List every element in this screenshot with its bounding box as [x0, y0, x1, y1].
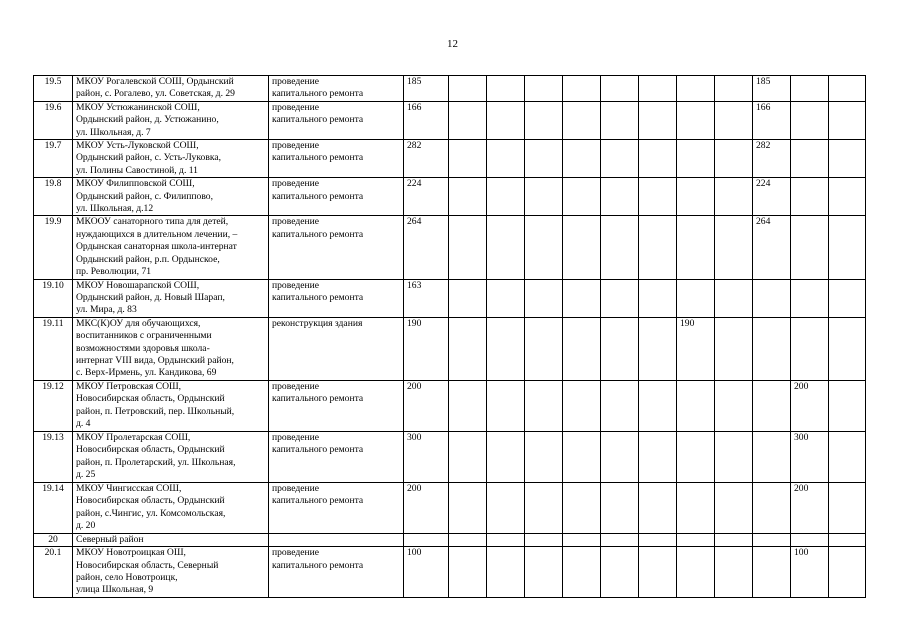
institution-line: район, село Новотроицк, [76, 571, 178, 583]
empty-value-cell [449, 533, 487, 546]
institution-line: Ордынский район, с. Усть-Луковка, [76, 152, 222, 164]
institution-line: МКОУ Чингисская СОШ, [76, 482, 182, 494]
institution-line: Ордынский район, с. Филиппово, [76, 190, 213, 202]
institution-cell [73, 216, 269, 279]
action-line: капитального ремонта [272, 152, 364, 164]
empty-value-cell [563, 101, 601, 139]
action-line: реконструкция здания [272, 317, 363, 329]
institution-line: Ордынский район, р.п. Ордынское, [76, 253, 220, 265]
institution-line: ул. Полины Савостиной, д. 11 [76, 164, 198, 176]
year-value-cell: 200 [791, 482, 829, 533]
total-cell: 224 [404, 178, 449, 216]
total-cell: 200 [404, 482, 449, 533]
empty-value-cell [449, 482, 487, 533]
row-number-cell: 19.11 [34, 317, 73, 380]
empty-value-cell [487, 380, 525, 431]
total-cell: 190 [404, 317, 449, 380]
row-number-cell: 19.8 [34, 178, 73, 216]
empty-value-cell [563, 547, 601, 598]
table-row [34, 279, 866, 317]
action-line: капитального ремонта [272, 190, 364, 202]
empty-value-cell [829, 279, 866, 317]
institution-cell [73, 380, 269, 431]
table-row [34, 216, 866, 279]
year-value-cell: 166 [753, 101, 791, 139]
action-cell [269, 380, 404, 431]
empty-value-cell [487, 101, 525, 139]
empty-value-cell [487, 140, 525, 178]
table-row [34, 482, 866, 533]
empty-value-cell [601, 380, 639, 431]
total-cell: 100 [404, 547, 449, 598]
empty-value-cell [487, 431, 525, 482]
empty-value-cell [677, 431, 715, 482]
action-cell [269, 279, 404, 317]
empty-value-cell [601, 482, 639, 533]
empty-value-cell [449, 380, 487, 431]
empty-value-cell [715, 547, 753, 598]
empty-value-cell [639, 431, 677, 482]
empty-value-cell [791, 317, 829, 380]
institution-cell [73, 317, 269, 380]
year-value-cell: 200 [791, 380, 829, 431]
institution-cell [73, 482, 269, 533]
empty-value-cell [601, 140, 639, 178]
empty-value-cell [639, 216, 677, 279]
empty-value-cell [639, 380, 677, 431]
year-value-cell: 190 [677, 317, 715, 380]
empty-value-cell [525, 178, 563, 216]
institution-line: МКОУ Новотроицкая ОШ, [76, 547, 186, 559]
action-cell [269, 547, 404, 598]
row-number-cell: 19.6 [34, 101, 73, 139]
empty-value-cell [525, 216, 563, 279]
empty-value-cell [563, 482, 601, 533]
institution-line: ул. Мира, д. 83 [76, 304, 137, 316]
empty-value-cell [639, 178, 677, 216]
table-row [34, 533, 866, 546]
institution-line: нуждающихся в длительном лечении, – [76, 228, 238, 240]
institution-line: д. 4 [76, 417, 91, 429]
action-cell [269, 140, 404, 178]
empty-value-cell [715, 533, 753, 546]
empty-value-cell [563, 279, 601, 317]
institution-line: МКС(К)ОУ для обучающихся, [76, 317, 201, 329]
empty-value-cell [677, 482, 715, 533]
row-number-cell: 19.5 [34, 76, 73, 102]
institution-line: МКОУ Рогалевской СОШ, Ордынский [76, 76, 234, 87]
empty-value-cell [639, 533, 677, 546]
empty-value-cell [487, 76, 525, 102]
institution-cell [73, 279, 269, 317]
empty-value-cell [601, 216, 639, 279]
empty-value-cell [715, 178, 753, 216]
table-row [34, 101, 866, 139]
empty-value-cell [449, 216, 487, 279]
action-cell [269, 431, 404, 482]
institution-line: с. Верх-Ирмень, ул. Кандикова, 69 [76, 367, 217, 379]
empty-value-cell [791, 76, 829, 102]
institution-line: Ордынский район, д. Устюжанино, [76, 114, 219, 126]
empty-value-cell [791, 279, 829, 317]
total-cell: 166 [404, 101, 449, 139]
action-line: капитального ремонта [272, 228, 364, 240]
empty-value-cell [829, 380, 866, 431]
empty-value-cell [639, 140, 677, 178]
institution-cell [73, 431, 269, 482]
empty-value-cell [449, 101, 487, 139]
empty-value-cell [829, 547, 866, 598]
empty-value-cell [639, 76, 677, 102]
action-cell [269, 317, 404, 380]
empty-value-cell [601, 279, 639, 317]
action-line: капитального ремонта [272, 393, 364, 405]
empty-value-cell [449, 279, 487, 317]
empty-value-cell [829, 216, 866, 279]
action-cell [269, 101, 404, 139]
empty-value-cell [563, 317, 601, 380]
action-line: проведение [272, 431, 319, 443]
empty-value-cell [449, 547, 487, 598]
empty-value-cell [639, 279, 677, 317]
year-value-cell: 100 [791, 547, 829, 598]
row-number-cell: 19.7 [34, 140, 73, 178]
empty-value-cell [829, 101, 866, 139]
empty-value-cell [753, 279, 791, 317]
empty-value-cell [487, 178, 525, 216]
institution-line: интернат VIII вида, Ордынский район, [76, 354, 234, 366]
empty-value-cell [829, 178, 866, 216]
empty-value-cell [753, 380, 791, 431]
action-line: капитального ремонта [272, 114, 364, 126]
empty-value-cell [677, 216, 715, 279]
institution-line: пр. Революции, 71 [76, 266, 152, 278]
empty-value-cell [677, 380, 715, 431]
row-number-cell: 19.12 [34, 380, 73, 431]
empty-value-cell [525, 380, 563, 431]
empty-value-cell [677, 101, 715, 139]
table-row [34, 547, 866, 598]
empty-value-cell [563, 178, 601, 216]
empty-value-cell [525, 547, 563, 598]
program-table [33, 75, 866, 598]
empty-value-cell [791, 178, 829, 216]
empty-value-cell [525, 101, 563, 139]
empty-value-cell [487, 482, 525, 533]
institution-cell [73, 76, 269, 102]
institution-cell [73, 547, 269, 598]
table-row [34, 431, 866, 482]
action-line: капитального ремонта [272, 444, 364, 456]
empty-value-cell [677, 547, 715, 598]
empty-value-cell [601, 547, 639, 598]
page-number: 12 [447, 38, 458, 50]
empty-value-cell [753, 431, 791, 482]
empty-value-cell [487, 279, 525, 317]
institution-line: воспитанников с ограниченными [76, 330, 212, 342]
empty-value-cell [639, 101, 677, 139]
institution-line: д. 25 [76, 468, 96, 480]
row-number-cell: 19.9 [34, 216, 73, 279]
institution-line: Новосибирская область, Ордынский [76, 393, 225, 405]
institution-line: МКОУ Новошарапской СОШ, [76, 279, 200, 291]
institution-line: МКОУ Устюжанинской СОШ, [76, 101, 200, 113]
institution-line: д. 20 [76, 519, 96, 531]
empty-value-cell [753, 533, 791, 546]
empty-value-cell [639, 317, 677, 380]
action-line: проведение [272, 547, 319, 559]
institution-line: МКОУ Филипповской СОШ, [76, 178, 195, 190]
empty-value-cell [563, 431, 601, 482]
empty-value-cell [829, 140, 866, 178]
empty-value-cell [525, 76, 563, 102]
institution-line: МКОУ Петровская СОШ, [76, 380, 182, 392]
empty-value-cell [829, 76, 866, 102]
action-line: проведение [272, 380, 319, 392]
institution-line: МКОУ Пролетарская СОШ, [76, 431, 191, 443]
empty-value-cell [487, 533, 525, 546]
year-value-cell: 282 [753, 140, 791, 178]
empty-value-cell [715, 431, 753, 482]
year-value-cell: 185 [753, 76, 791, 102]
institution-line: Ордынская санаторная школа-интернат [76, 241, 237, 253]
empty-value-cell [715, 140, 753, 178]
action-cell [269, 482, 404, 533]
institution-line: улица Школьная, 9 [76, 584, 154, 596]
empty-value-cell [487, 317, 525, 380]
total-cell: 264 [404, 216, 449, 279]
empty-value-cell [487, 216, 525, 279]
institution-line: Новосибирская область, Ордынский [76, 444, 225, 456]
institution-line: МКООУ санаторного типа для детей, [76, 216, 229, 228]
action-line: капитального ремонта [272, 291, 364, 303]
institution-line: район, п. Петровский, пер. Школьный, [76, 405, 235, 417]
action-line: проведение [272, 279, 319, 291]
total-cell: 282 [404, 140, 449, 178]
empty-value-cell [449, 178, 487, 216]
institution-line: МКОУ Усть-Луковской СОШ, [76, 140, 199, 152]
empty-value-cell [677, 279, 715, 317]
empty-value-cell [601, 178, 639, 216]
row-number-cell: 20 [34, 533, 73, 546]
empty-value-cell [601, 533, 639, 546]
empty-value-cell [791, 101, 829, 139]
empty-value-cell [525, 317, 563, 380]
empty-value-cell [753, 317, 791, 380]
empty-value-cell [525, 533, 563, 546]
row-number-cell: 20.1 [34, 547, 73, 598]
action-cell [269, 178, 404, 216]
empty-value-cell [715, 101, 753, 139]
empty-value-cell [715, 279, 753, 317]
action-line: капитального ремонта [272, 88, 364, 100]
action-line: проведение [272, 178, 319, 190]
empty-value-cell [715, 380, 753, 431]
empty-value-cell [715, 216, 753, 279]
empty-value-cell [791, 216, 829, 279]
empty-value-cell [677, 140, 715, 178]
empty-value-cell [829, 482, 866, 533]
institution-line: район, с.Чингис, ул. Комсомольская, [76, 507, 226, 519]
empty-value-cell [487, 547, 525, 598]
empty-value-cell [525, 431, 563, 482]
empty-value-cell [563, 216, 601, 279]
action-line: проведение [272, 216, 319, 228]
total-cell: 163 [404, 279, 449, 317]
institution-line: Новосибирская область, Северный [76, 559, 219, 571]
year-value-cell: 224 [753, 178, 791, 216]
total-cell: 185 [404, 76, 449, 102]
institution-cell [73, 140, 269, 178]
empty-value-cell [563, 140, 601, 178]
total-cell [404, 533, 449, 546]
institution-line: район, п. Пролетарский, ул. Школьная, [76, 456, 236, 468]
empty-value-cell [791, 140, 829, 178]
empty-value-cell [525, 140, 563, 178]
action-line: проведение [272, 482, 319, 494]
action-cell [269, 533, 404, 546]
institution-line: ул. Школьная, д.12 [76, 203, 154, 215]
institution-line: Новосибирская область, Ордынский [76, 495, 225, 507]
empty-value-cell [677, 178, 715, 216]
empty-value-cell [601, 317, 639, 380]
action-line: капитального ремонта [272, 559, 364, 571]
action-line: проведение [272, 76, 319, 87]
empty-value-cell [715, 76, 753, 102]
empty-value-cell [753, 547, 791, 598]
empty-value-cell [601, 431, 639, 482]
total-cell: 200 [404, 380, 449, 431]
empty-value-cell [601, 101, 639, 139]
action-line: проведение [272, 140, 319, 152]
empty-value-cell [829, 533, 866, 546]
total-cell: 300 [404, 431, 449, 482]
empty-value-cell [829, 431, 866, 482]
empty-value-cell [753, 482, 791, 533]
table-row [34, 380, 866, 431]
institution-cell [73, 533, 269, 546]
action-cell [269, 76, 404, 102]
empty-value-cell [639, 482, 677, 533]
institution-line: район, с. Рогалево, ул. Советская, д. 29 [76, 88, 235, 100]
institution-line: Северный район [76, 533, 144, 545]
empty-value-cell [563, 76, 601, 102]
empty-value-cell [715, 482, 753, 533]
empty-value-cell [449, 431, 487, 482]
year-value-cell: 264 [753, 216, 791, 279]
empty-value-cell [525, 279, 563, 317]
institution-cell [73, 178, 269, 216]
empty-value-cell [677, 533, 715, 546]
empty-value-cell [449, 76, 487, 102]
action-line: проведение [272, 101, 319, 113]
empty-value-cell [525, 482, 563, 533]
row-number-cell: 19.14 [34, 482, 73, 533]
empty-value-cell [563, 533, 601, 546]
table-row [34, 178, 866, 216]
empty-value-cell [829, 317, 866, 380]
institution-cell [73, 101, 269, 139]
empty-value-cell [677, 76, 715, 102]
empty-value-cell [449, 317, 487, 380]
empty-value-cell [601, 76, 639, 102]
table-row [34, 76, 866, 102]
table-row [34, 317, 866, 380]
empty-value-cell [639, 547, 677, 598]
empty-value-cell [791, 533, 829, 546]
empty-value-cell [449, 140, 487, 178]
row-number-cell: 19.10 [34, 279, 73, 317]
empty-value-cell [563, 380, 601, 431]
institution-line: возможностями здоровья школа- [76, 342, 210, 354]
row-number-cell: 19.13 [34, 431, 73, 482]
action-line: капитального ремонта [272, 495, 364, 507]
table-row [34, 140, 866, 178]
institution-line: ул. Школьная, д. 7 [76, 126, 151, 138]
action-cell [269, 216, 404, 279]
empty-value-cell [715, 317, 753, 380]
year-value-cell: 300 [791, 431, 829, 482]
institution-line: Ордынский район, д. Новый Шарап, [76, 291, 225, 303]
